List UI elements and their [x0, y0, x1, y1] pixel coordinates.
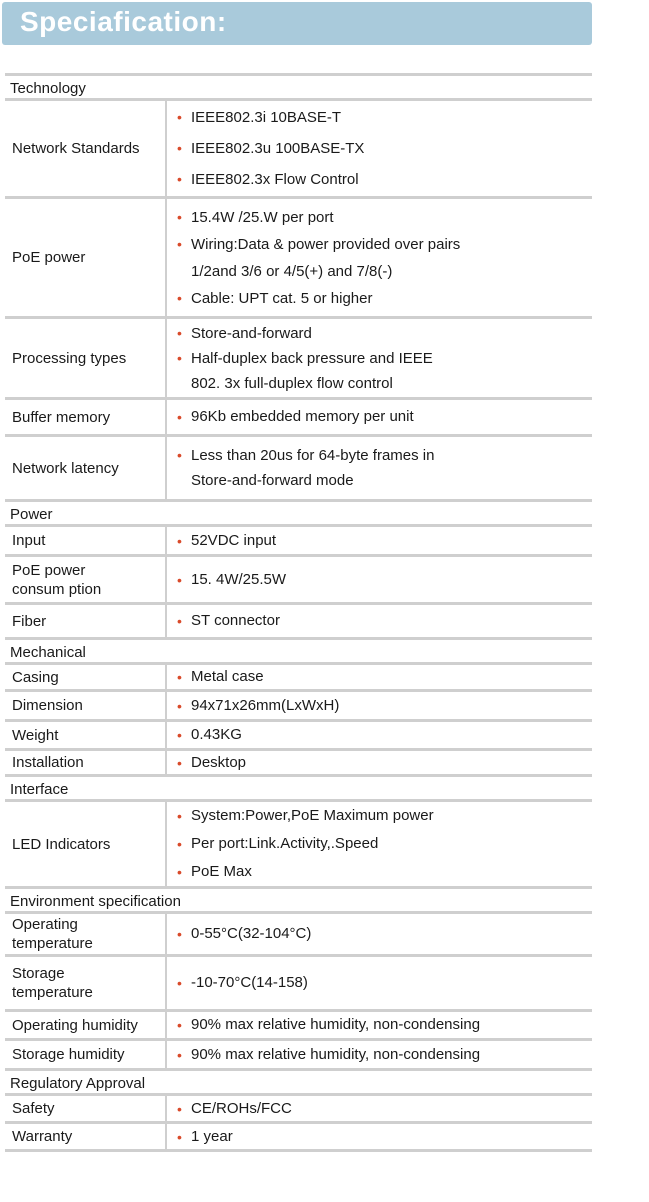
- spec-item-text: [191, 102, 341, 133]
- spec-item-text: [191, 973, 308, 993]
- section-title: Technology: [10, 80, 86, 97]
- spec-label-line: consum ption: [12, 580, 102, 598]
- spec-item-text: [191, 346, 433, 396]
- spec-item: [177, 1099, 592, 1119]
- spec-label-line: Installation: [12, 754, 84, 771]
- spec-label-text: [12, 612, 46, 631]
- spec-item-text: [191, 204, 334, 231]
- bullet-icon: •: [177, 447, 182, 463]
- spec-row: [5, 692, 592, 722]
- spec-item-text: [191, 407, 414, 427]
- spec-label: [5, 957, 167, 1009]
- spec-label-line: Casing: [12, 668, 59, 686]
- spec-label-text: [12, 835, 110, 854]
- spec-label-text: [12, 964, 93, 1002]
- spec-item-line: Desktop: [191, 753, 247, 771]
- spec-label-line: Operating: [12, 916, 78, 933]
- section-header: [5, 889, 592, 914]
- spec-row: [5, 605, 592, 640]
- spec-label: [5, 1012, 167, 1038]
- spec-item-text: [191, 1015, 480, 1035]
- spec-item: [177, 753, 592, 773]
- spec-item: [177, 346, 592, 396]
- spec-item-line: 90% max relative humidity, non-condensing: [191, 1045, 481, 1063]
- spec-item: [177, 725, 592, 745]
- spec-label-line: LED Indicators: [12, 835, 111, 853]
- spec-item-line: -10-70°C(14-158): [191, 974, 308, 991]
- spec-item-line: 1 year: [191, 1127, 233, 1145]
- spec-item-line: Wiring:Data & power provided over pairs: [191, 235, 461, 253]
- spec-item: [177, 570, 592, 590]
- bullet-icon: •: [177, 1017, 182, 1033]
- spec-label: [5, 751, 167, 774]
- bullet-icon: •: [177, 532, 182, 549]
- bullet-icon: •: [177, 140, 182, 156]
- spec-value: [167, 605, 592, 637]
- spec-row: [5, 1041, 592, 1071]
- spec-label-line: Fiber: [12, 612, 47, 630]
- spec-item: [177, 973, 592, 993]
- spec-value: [167, 1124, 592, 1149]
- spec-label: [5, 437, 167, 499]
- spec-label-line: Storage humidity: [12, 1046, 125, 1063]
- spec-item-text: [191, 858, 252, 886]
- section-header: [5, 640, 592, 665]
- spec-item-text: [191, 1127, 233, 1147]
- section-title: Interface: [10, 781, 69, 798]
- spec-value: [167, 199, 592, 316]
- spec-row: [5, 437, 592, 502]
- spec-item-text: [191, 611, 280, 631]
- spec-value: [167, 957, 592, 1009]
- spec-row: [5, 722, 592, 751]
- bullet-icon: •: [177, 1128, 182, 1145]
- spec-item-text: [191, 802, 434, 830]
- bullet-icon: •: [177, 613, 182, 629]
- spec-label-line: temperature: [12, 984, 93, 1001]
- spec-value: [167, 437, 592, 499]
- spec-item-line: Half-duplex back pressure and IEEE: [191, 349, 433, 367]
- spec-item: [177, 1127, 592, 1147]
- bullet-icon: •: [177, 171, 182, 187]
- spec-label-line: Input: [12, 532, 46, 549]
- spec-label: [5, 557, 167, 602]
- bullet-icon: •: [177, 349, 182, 366]
- spec-item-line: CE/ROHs/FCC: [191, 1099, 292, 1117]
- spec-value: [167, 802, 592, 886]
- spec-item-line: 15.4W /25.W per port: [191, 208, 334, 226]
- spec-item-line: Store-and-forward mode: [191, 472, 354, 489]
- spec-label: [5, 319, 167, 397]
- spec-row: [5, 319, 592, 400]
- spec-item-text: [191, 531, 276, 551]
- spec-label-text: [12, 561, 101, 599]
- spec-item: [177, 321, 592, 346]
- spec-label: [5, 400, 167, 434]
- spec-header-banner: [2, 2, 592, 45]
- spec-value: [167, 751, 592, 774]
- section-title: Mechanical: [10, 644, 86, 661]
- spec-label-text: [12, 696, 83, 715]
- spec-item-line: 94x71x26mm(LxWxH): [191, 696, 340, 714]
- spec-label: [5, 1041, 167, 1068]
- spec-item-line: Cable: UPT cat. 5 or higher: [191, 289, 373, 307]
- spec-item-line: 15. 4W/25.5W: [191, 570, 287, 588]
- spec-item-line: IEEE802.3u 100BASE-TX: [191, 140, 365, 157]
- spec-row: [5, 1012, 592, 1041]
- spec-item: [177, 611, 592, 631]
- section-title: Regulatory Approval: [10, 1075, 146, 1092]
- spec-row: [5, 802, 592, 889]
- spec-label-text: [12, 139, 140, 158]
- section-header: [5, 76, 592, 101]
- spec-table: [5, 73, 592, 1152]
- spec-item-text: [191, 133, 364, 164]
- spec-value: [167, 692, 592, 719]
- spec-row: [5, 199, 592, 319]
- spec-item: [177, 696, 592, 716]
- spec-item-text: [191, 696, 339, 716]
- spec-row: [5, 914, 592, 957]
- spec-label-line: Warranty: [12, 1128, 73, 1145]
- spec-label: [5, 101, 167, 196]
- page-title: Speciafication:: [20, 6, 227, 37]
- spec-label-text: [12, 1127, 72, 1146]
- spec-item-text: [191, 1045, 480, 1065]
- spec-item-text: [191, 321, 312, 346]
- spec-item-text: [191, 924, 311, 944]
- spec-row: [5, 557, 592, 605]
- spec-item-line: System:Power,PoE Maximum power: [191, 807, 434, 824]
- spec-label-text: [12, 408, 110, 427]
- spec-row: [5, 101, 592, 199]
- spec-item-line: Store-and-forward: [191, 324, 312, 342]
- spec-item-line: 96Kb embedded memory per unit: [191, 408, 414, 425]
- bullet-icon: •: [177, 235, 182, 252]
- spec-item: [177, 102, 592, 133]
- spec-label-line: Processing types: [12, 349, 127, 367]
- spec-label-text: [12, 668, 59, 687]
- spec-value: [167, 400, 592, 434]
- spec-item: [177, 667, 592, 687]
- spec-item: [177, 924, 592, 944]
- spec-label: [5, 914, 167, 954]
- spec-value: [167, 557, 592, 602]
- spec-label-text: [12, 915, 93, 953]
- spec-item: [177, 858, 592, 886]
- spec-label-line: Network latency: [12, 459, 119, 477]
- spec-item-line: Per port:Link.Activity,.Speed: [191, 835, 379, 852]
- bullet-icon: •: [177, 289, 182, 306]
- spec-item-text: [191, 830, 378, 858]
- spec-item: [177, 164, 592, 195]
- spec-item: [177, 204, 592, 231]
- spec-item: [177, 231, 592, 285]
- bullet-icon: •: [177, 669, 182, 685]
- spec-item-text: [191, 725, 242, 745]
- spec-item-line: IEEE802.3x Flow Control: [191, 171, 359, 188]
- spec-item-text: [191, 667, 264, 687]
- bullet-icon: •: [177, 1100, 182, 1117]
- spec-row: [5, 1096, 592, 1124]
- spec-label: [5, 605, 167, 637]
- bullet-icon: •: [177, 975, 182, 991]
- spec-item-line: Metal case: [191, 668, 264, 685]
- spec-item-line: 0-55°C(32-104°C): [191, 925, 312, 942]
- bullet-icon: •: [177, 754, 182, 771]
- bullet-icon: •: [177, 926, 182, 942]
- bullet-icon: •: [177, 836, 182, 852]
- bullet-icon: •: [177, 409, 182, 425]
- section-header: [5, 777, 592, 802]
- spec-label-text: [12, 1099, 55, 1118]
- spec-row: [5, 527, 592, 557]
- spec-value: [167, 1041, 592, 1068]
- spec-item-text: [191, 231, 460, 285]
- spec-item-line: 0.43KG: [191, 726, 242, 743]
- spec-label-line: Operating humidity: [12, 1016, 138, 1034]
- bullet-icon: •: [177, 324, 182, 341]
- spec-label-line: PoE power: [12, 249, 86, 266]
- spec-label-line: Buffer memory: [12, 408, 111, 426]
- bullet-icon: •: [177, 808, 182, 824]
- spec-label-text: [12, 726, 58, 745]
- section-header: [5, 1071, 592, 1096]
- spec-label: [5, 722, 167, 748]
- spec-label: [5, 1124, 167, 1149]
- spec-item-line: ST connector: [191, 612, 280, 629]
- spec-item: [177, 531, 592, 551]
- bullet-icon: •: [177, 864, 182, 880]
- spec-label-text: [12, 248, 85, 267]
- spec-row: [5, 400, 592, 437]
- spec-label-text: [12, 349, 126, 368]
- spec-label: [5, 665, 167, 689]
- spec-item: [177, 407, 592, 427]
- spec-item-text: [191, 443, 434, 493]
- spec-item-line: 52VDC input: [191, 531, 277, 549]
- spec-item-text: [191, 164, 359, 195]
- spec-item-line: PoE Max: [191, 863, 252, 880]
- spec-item-text: [191, 285, 372, 312]
- spec-value: [167, 665, 592, 689]
- spec-item-line: 1/2and 3/6 or 4/5(+) and 7/8(-): [191, 262, 393, 280]
- spec-label: [5, 199, 167, 316]
- section-title: Power: [10, 506, 53, 523]
- spec-value: [167, 914, 592, 954]
- spec-item-line: Less than 20us for 64-byte frames in: [191, 447, 435, 464]
- spec-row: [5, 957, 592, 1012]
- spec-item: [177, 133, 592, 164]
- section-header: [5, 502, 592, 527]
- spec-value: [167, 319, 592, 397]
- spec-label-line: Weight: [12, 726, 59, 744]
- bullet-icon: •: [177, 208, 182, 225]
- spec-value: [167, 527, 592, 554]
- spec-item: [177, 1045, 592, 1065]
- bullet-icon: •: [177, 727, 182, 743]
- spec-item: [177, 443, 592, 493]
- spec-item-line: 90% max relative humidity, non-condensing: [191, 1016, 481, 1033]
- spec-item: [177, 802, 592, 830]
- spec-item-text: [191, 570, 286, 590]
- spec-label: [5, 802, 167, 886]
- bullet-icon: •: [177, 571, 182, 588]
- spec-item-text: [191, 753, 246, 773]
- spec-label-text: [12, 531, 45, 550]
- spec-value: [167, 722, 592, 748]
- spec-item-text: [191, 1099, 292, 1119]
- spec-item-line: 802. 3x full-duplex flow control: [191, 374, 393, 392]
- spec-label-text: [12, 459, 119, 478]
- spec-value: [167, 101, 592, 196]
- spec-item: [177, 830, 592, 858]
- spec-label-line: Dimension: [12, 697, 83, 714]
- spec-label-text: [12, 753, 84, 772]
- spec-label-line: PoE power: [12, 561, 86, 579]
- spec-row: [5, 665, 592, 692]
- bullet-icon: •: [177, 1046, 182, 1063]
- spec-label-text: [12, 1045, 125, 1064]
- spec-item-line: IEEE802.3i 10BASE-T: [191, 109, 342, 126]
- spec-label-text: [12, 1016, 138, 1035]
- spec-item: [177, 285, 592, 312]
- spec-row: [5, 751, 592, 777]
- spec-value: [167, 1096, 592, 1121]
- spec-label-line: Network Standards: [12, 140, 140, 157]
- spec-item: [177, 1015, 592, 1035]
- spec-label-line: Storage: [12, 965, 65, 982]
- spec-label: [5, 692, 167, 719]
- spec-row: [5, 1124, 592, 1152]
- bullet-icon: •: [177, 697, 182, 714]
- spec-label: [5, 1096, 167, 1121]
- spec-label-line: Safety: [12, 1100, 55, 1117]
- spec-label: [5, 527, 167, 554]
- section-title: Environment specification: [10, 893, 181, 910]
- spec-label-line: temperature: [12, 935, 93, 952]
- bullet-icon: •: [177, 109, 182, 125]
- spec-value: [167, 1012, 592, 1038]
